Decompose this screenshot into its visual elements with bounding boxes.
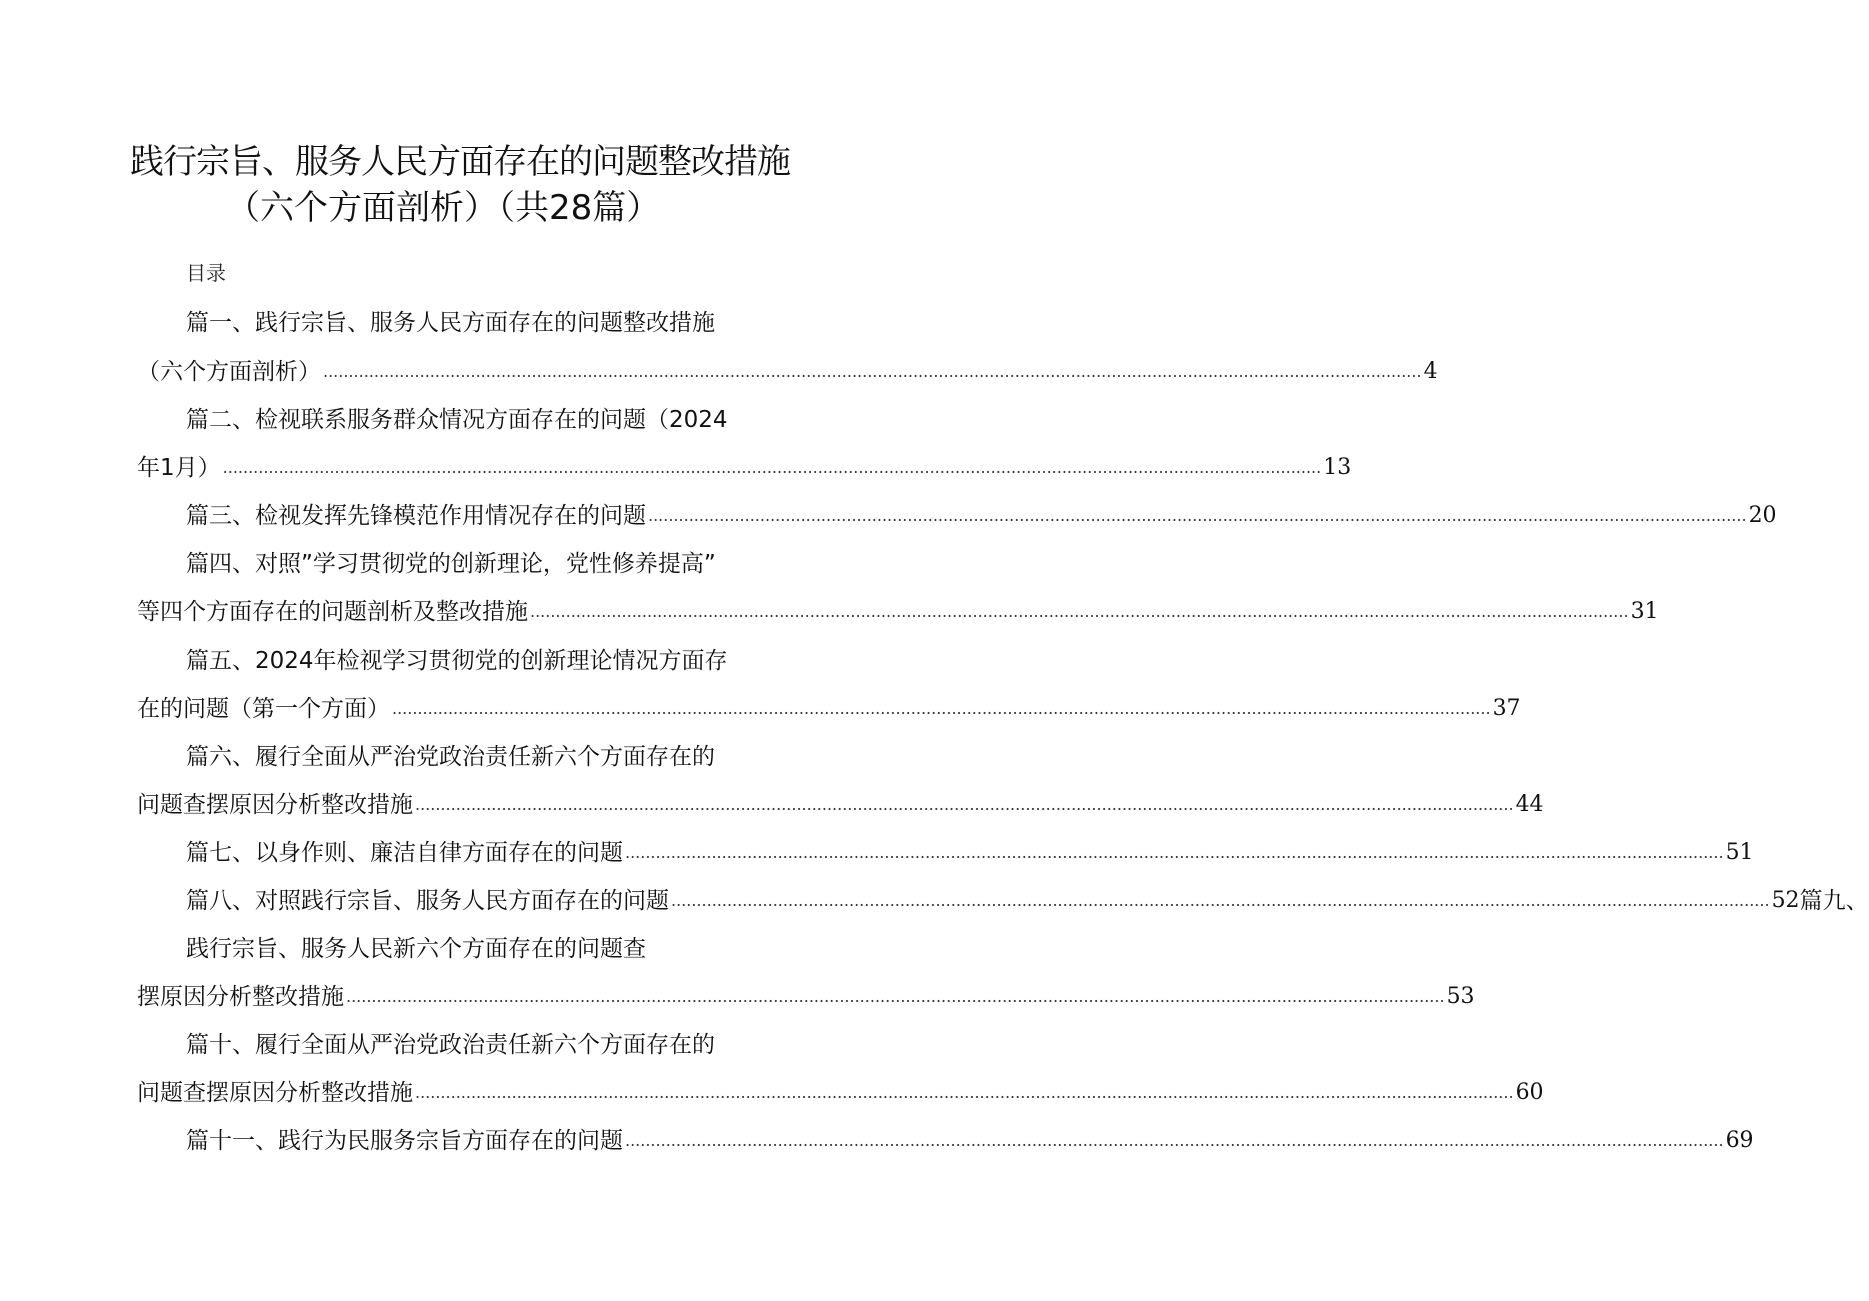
toc-entry-10-line-2[interactable] [137, 1073, 1544, 1113]
toc-entry-text: 摆原因分析整改措施 [137, 984, 344, 1010]
toc-page-number: 20 [1748, 503, 1777, 528]
document-title-line-2: （六个方面剖析）（共28篇） [226, 188, 661, 228]
toc-leader-dots [346, 977, 1445, 1017]
toc-entry-2-line-2[interactable] [137, 448, 1352, 488]
toc-entry-9-line-1[interactable] [186, 929, 686, 969]
toc-entry-9-start: 篇九、 [1799, 888, 1869, 914]
toc-page-number: 69 [1725, 1128, 1754, 1153]
toc-leader-dots [625, 1121, 1724, 1161]
toc-entry-text: 践行宗旨、服务人民新六个方面存在的问题查 [186, 936, 646, 962]
toc-page-number: 53 [1446, 984, 1475, 1009]
toc-page-number: 4 [1423, 359, 1438, 384]
toc-entry-6-line-1[interactable] [186, 737, 746, 777]
toc-leader-dots [415, 1073, 1514, 1113]
toc-entry-6-line-2[interactable] [137, 785, 1544, 825]
toc-entry-text: 篇二、检视联系服务群众情况方面存在的问题（2024 [186, 407, 728, 433]
toc-entry-text: 篇八、对照践行宗旨、服务人民方面存在的问题 [186, 888, 669, 914]
toc-page-number: 51 [1725, 840, 1754, 865]
toc-entry-11[interactable] [186, 1121, 1754, 1161]
toc-entry-text: 篇十一、践行为民服务宗旨方面存在的问题 [186, 1128, 623, 1154]
toc-leader-dots [671, 881, 1770, 921]
toc-entry-7[interactable] [186, 833, 1754, 873]
toc-entry-text: 篇一、践行宗旨、服务人民方面存在的问题整改措施 [186, 310, 715, 336]
toc-entry-2-line-1[interactable] [186, 400, 746, 440]
toc-page-number: 37 [1492, 696, 1521, 721]
toc-entry-text: 篇三、检视发挥先锋模范作用情况存在的问题 [186, 503, 646, 529]
toc-leader-dots [648, 496, 1747, 536]
toc-heading: 目录 [186, 261, 226, 285]
toc-leader-dots [223, 448, 1322, 488]
toc-leader-dots [415, 785, 1514, 825]
toc-page-number: 60 [1515, 1080, 1544, 1105]
toc-entry-5-line-1[interactable] [186, 641, 746, 681]
toc-entry-text: 篇七、以身作则、廉洁自律方面存在的问题 [186, 840, 623, 866]
toc-entry-text: 年1月） [137, 455, 221, 481]
toc-entry-4-line-1[interactable] [186, 544, 746, 584]
toc-entry-text: 篇五、2024年检视学习贯彻党的创新理论情况方面存 [186, 648, 728, 674]
toc-entry-5-line-2[interactable] [137, 689, 1521, 729]
toc-page-number: 13 [1323, 455, 1352, 480]
toc-page-number: 44 [1515, 792, 1544, 817]
toc-leader-dots [323, 352, 1422, 392]
toc-page-number: 52 [1771, 888, 1800, 913]
toc-entry-text: （六个方面剖析） [137, 359, 321, 385]
toc-entry-1-line-1[interactable] [186, 303, 746, 343]
toc-leader-dots [392, 689, 1491, 729]
toc-entry-text: 等四个方面存在的问题剖析及整改措施 [137, 599, 528, 625]
toc-entry-text: 问题查摆原因分析整改措施 [137, 1080, 413, 1106]
toc-page-number: 31 [1630, 599, 1659, 624]
toc-entry-text: 篇四、对照”学习贯彻党的创新理论，党性修养提高” [186, 551, 716, 577]
toc-entry-10-line-1[interactable] [186, 1025, 746, 1065]
toc-entry-text: 在的问题（第一个方面） [137, 696, 390, 722]
toc-entry-1-line-2[interactable] [137, 352, 1438, 392]
toc-entry-4-line-2[interactable] [137, 592, 1659, 632]
toc-entry-text: 篇十、履行全面从严治党政治责任新六个方面存在的 [186, 1032, 715, 1058]
toc-entry-text: 篇六、履行全面从严治党政治责任新六个方面存在的 [186, 744, 715, 770]
toc-entry-3[interactable] [186, 496, 1777, 536]
toc-entry-9-line-2[interactable] [137, 977, 1475, 1017]
document-title-line-1: 践行宗旨、服务人民方面存在的问题整改措施 [130, 142, 790, 182]
toc-leader-dots [530, 592, 1629, 632]
toc-entry-text: 问题查摆原因分析整改措施 [137, 792, 413, 818]
toc-entry-8[interactable] [186, 881, 1869, 921]
toc-leader-dots [625, 833, 1724, 873]
